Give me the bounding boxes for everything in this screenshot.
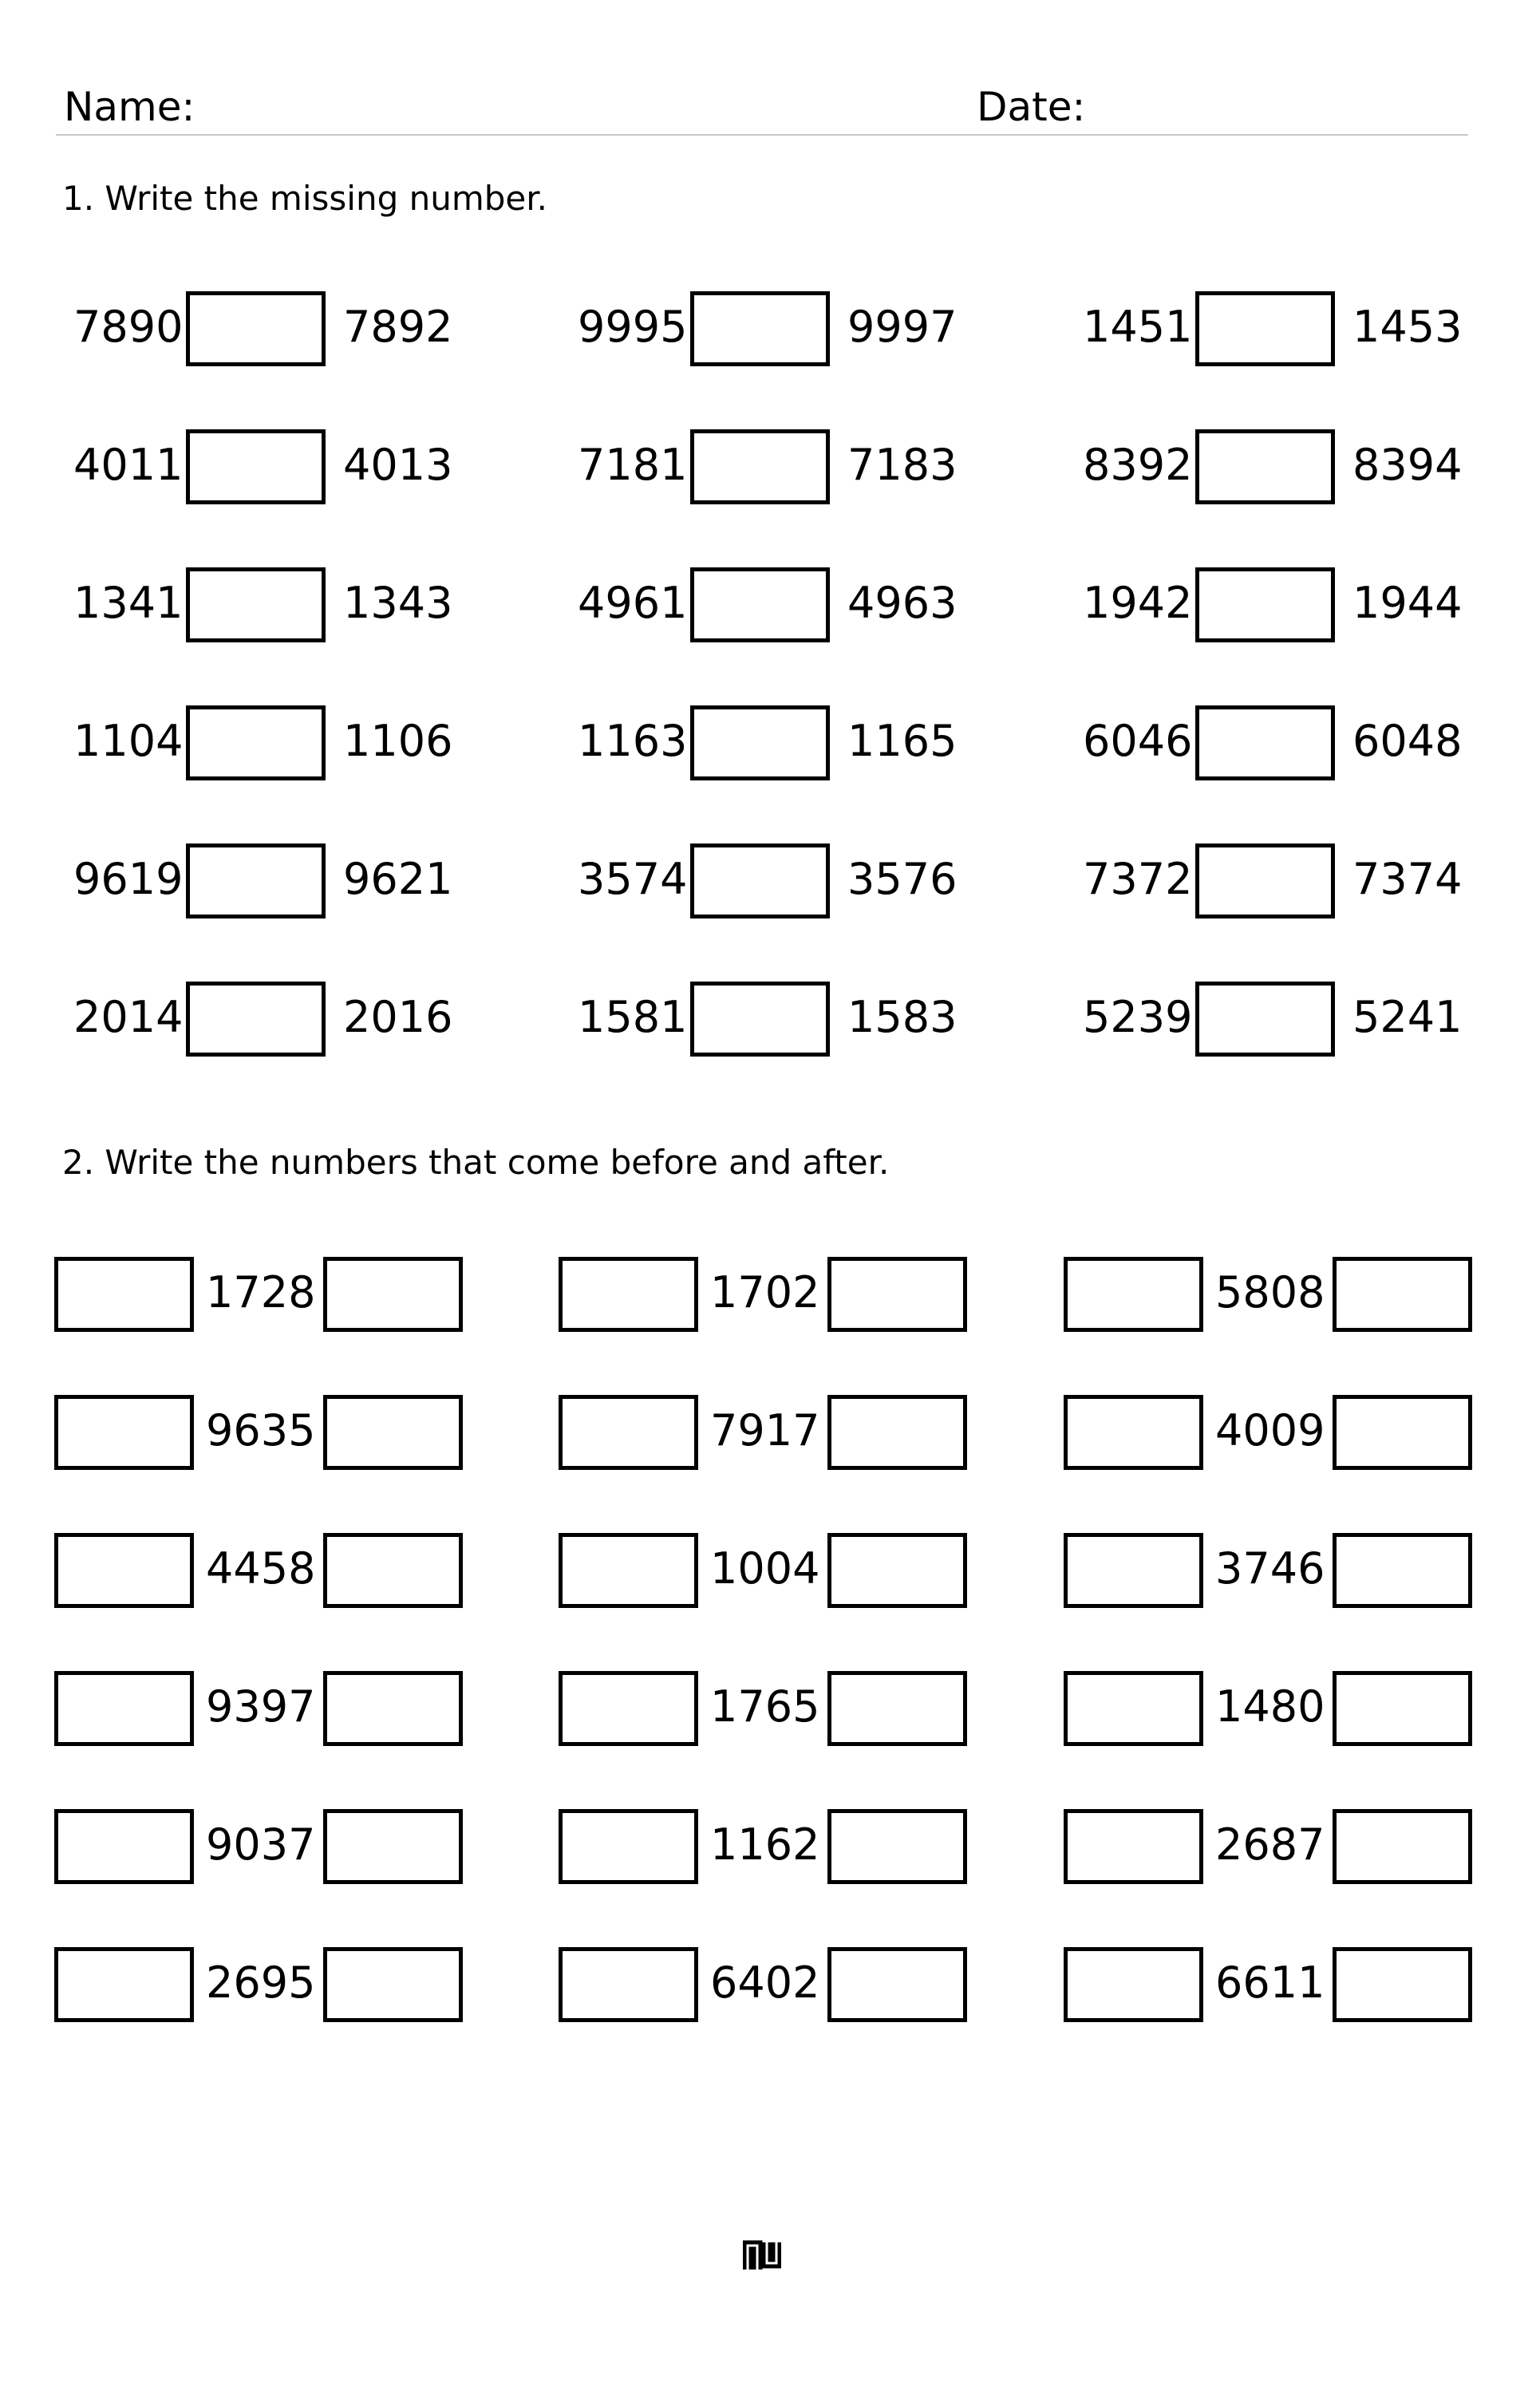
given-number-after: 4013 [343,440,453,490]
missing-number-answer-box[interactable] [690,429,830,504]
before-answer-box[interactable] [559,1671,698,1746]
after-answer-box[interactable] [323,1947,463,2022]
given-number-after: 9997 [847,302,958,352]
before-answer-box[interactable] [54,1395,194,1470]
given-number-before: 7372 [1083,854,1193,904]
given-number: 1480 [1215,1681,1325,1732]
given-number: 7917 [710,1405,820,1456]
before-answer-box[interactable] [1064,1809,1203,1884]
given-number-before: 7890 [73,302,184,352]
given-number-before: 1451 [1083,302,1193,352]
given-number: 9397 [206,1681,316,1732]
missing-number-answer-box[interactable] [690,843,830,918]
given-number: 1702 [710,1267,820,1317]
given-number: 1765 [710,1681,820,1732]
before-answer-box[interactable] [1064,1671,1203,1746]
before-after-row [0,1253,1540,1333]
missing-number-row [0,563,1540,643]
missing-number-answer-box[interactable] [1195,982,1335,1057]
before-answer-box[interactable] [1064,1257,1203,1332]
given-number-before: 7181 [578,440,688,490]
date-label: Date: [977,84,1086,130]
before-after-row [0,1943,1540,2023]
given-number: 1004 [710,1543,820,1594]
worksheet-logo-icon [743,2239,781,2271]
header-divider [56,134,1468,136]
before-answer-box[interactable] [559,1533,698,1608]
given-number: 3746 [1215,1543,1325,1594]
before-answer-box[interactable] [54,1671,194,1746]
given-number-after: 1165 [847,716,958,766]
given-number: 2687 [1215,1819,1325,1870]
before-after-row [0,1805,1540,1885]
missing-number-answer-box[interactable] [690,705,830,780]
after-answer-box[interactable] [827,1671,967,1746]
missing-number-answer-box[interactable] [186,843,326,918]
given-number-before: 1341 [73,578,184,628]
missing-number-answer-box[interactable] [690,567,830,642]
after-answer-box[interactable] [323,1395,463,1470]
missing-number-answer-box[interactable] [1195,567,1335,642]
given-number-before: 1163 [578,716,688,766]
given-number: 6611 [1215,1957,1325,2008]
given-number: 2695 [206,1957,316,2008]
missing-number-row [0,839,1540,919]
before-answer-box[interactable] [54,1809,194,1884]
missing-number-answer-box[interactable] [186,429,326,504]
given-number-before: 3574 [578,854,688,904]
before-after-row [0,1529,1540,1609]
missing-number-answer-box[interactable] [1195,705,1335,780]
missing-number-answer-box[interactable] [186,567,326,642]
section2-instruction: 2. Write the numbers that come before and after. [62,1143,890,1182]
given-number-after: 4963 [847,578,958,628]
after-answer-box[interactable] [827,1533,967,1608]
missing-number-answer-box[interactable] [186,291,326,366]
given-number: 6402 [710,1957,820,2008]
before-answer-box[interactable] [559,1257,698,1332]
given-number-before: 1581 [578,992,688,1042]
given-number: 9635 [206,1405,316,1456]
missing-number-row [0,978,1540,1057]
missing-number-answer-box[interactable] [1195,429,1335,504]
missing-number-answer-box[interactable] [690,291,830,366]
given-number-before: 4011 [73,440,184,490]
before-answer-box[interactable] [1064,1533,1203,1608]
before-answer-box[interactable] [54,1947,194,2022]
missing-number-row [0,701,1540,781]
missing-number-answer-box[interactable] [186,982,326,1057]
given-number-after: 3576 [847,854,958,904]
given-number-after: 9621 [343,854,453,904]
before-answer-box[interactable] [559,1395,698,1470]
before-answer-box[interactable] [54,1533,194,1608]
before-after-row [0,1667,1540,1747]
given-number-after: 5241 [1352,992,1463,1042]
given-number-after: 6048 [1352,716,1463,766]
given-number-before: 4961 [578,578,688,628]
missing-number-answer-box[interactable] [186,705,326,780]
missing-number-answer-box[interactable] [1195,291,1335,366]
after-answer-box[interactable] [827,1257,967,1332]
given-number-before: 1942 [1083,578,1193,628]
given-number: 5808 [1215,1267,1325,1317]
after-answer-box[interactable] [323,1257,463,1332]
given-number-before: 5239 [1083,992,1193,1042]
given-number: 4458 [206,1543,316,1594]
given-number: 1162 [710,1819,820,1870]
section1-instruction: 1. Write the missing number. [62,179,547,218]
before-answer-box[interactable] [559,1947,698,2022]
given-number-after: 7892 [343,302,453,352]
after-answer-box[interactable] [1333,1395,1472,1470]
missing-number-answer-box[interactable] [690,982,830,1057]
after-answer-box[interactable] [827,1809,967,1884]
missing-number-row [0,425,1540,505]
given-number: 9037 [206,1819,316,1870]
given-number-after: 1583 [847,992,958,1042]
given-number-before: 6046 [1083,716,1193,766]
given-number-before: 9995 [578,302,688,352]
given-number-after: 2016 [343,992,453,1042]
given-number-after: 7183 [847,440,958,490]
before-answer-box[interactable] [1064,1947,1203,2022]
after-answer-box[interactable] [323,1671,463,1746]
given-number-before: 2014 [73,992,184,1042]
after-answer-box[interactable] [1333,1947,1472,2022]
after-answer-box[interactable] [827,1395,967,1470]
before-answer-box[interactable] [54,1257,194,1332]
after-answer-box[interactable] [1333,1533,1472,1608]
given-number: 1728 [206,1267,316,1317]
given-number: 4009 [1215,1405,1325,1456]
before-answer-box[interactable] [559,1809,698,1884]
given-number-after: 1944 [1352,578,1463,628]
missing-number-row [0,287,1540,367]
name-label: Name: [64,84,195,130]
after-answer-box[interactable] [1333,1257,1472,1332]
given-number-before: 8392 [1083,440,1193,490]
after-answer-box[interactable] [323,1533,463,1608]
missing-number-answer-box[interactable] [1195,843,1335,918]
given-number-before: 1104 [73,716,184,766]
before-answer-box[interactable] [1064,1395,1203,1470]
after-answer-box[interactable] [323,1809,463,1884]
given-number-before: 9619 [73,854,184,904]
after-answer-box[interactable] [827,1947,967,2022]
given-number-after: 1106 [343,716,453,766]
after-answer-box[interactable] [1333,1809,1472,1884]
given-number-after: 7374 [1352,854,1463,904]
given-number-after: 1453 [1352,302,1463,352]
after-answer-box[interactable] [1333,1671,1472,1746]
before-after-row [0,1391,1540,1471]
given-number-after: 1343 [343,578,453,628]
given-number-after: 8394 [1352,440,1463,490]
